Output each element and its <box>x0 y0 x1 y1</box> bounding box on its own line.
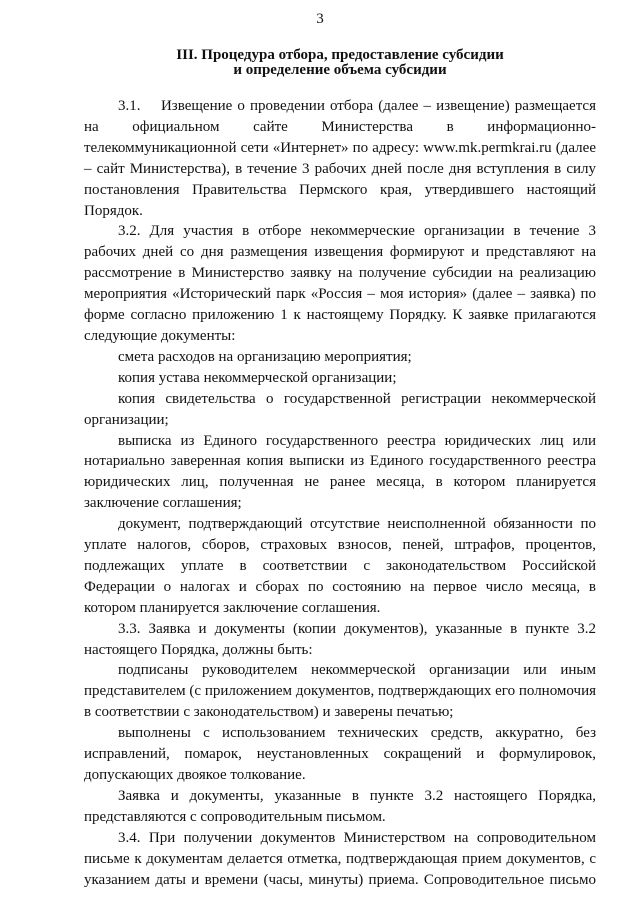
paragraph-3-4: 3.4. При получении документов Министерством на сопроводительном письме к документам делается отметка, подтверждающая прием документов, с указанием даты и времени (часы, минуты) приема. Сопроводительное письмо <box>84 829 596 888</box>
section-title-line-1: III. Процедура отбора, предоставление субсидии <box>176 47 504 63</box>
list-item-register-extract: выписка из Единого государственного реестра юридических лиц или нотариально заверенная копия выписки из Единого государственного реестра юридических лиц, полученная не ранее месяца, в котором планируется заключение соглашения; <box>84 432 596 512</box>
list-item-tax-certificate: документ, подтверждающий отсутствие неисполненной обязанности по уплате налогов, сборов, страховых взносов, пеней, штрафов, процентов, подлежащих уплате в соответствии с законодательством Российской Федерации о налогах и сборах по состоянию на первое число месяца, в котором планируется заключение соглашения. <box>84 516 596 616</box>
paragraph-3-3: 3.3. Заявка и документы (копии документов), указанные в пункте 3.2 настоящего Порядка, должны быть: <box>84 620 596 658</box>
section-title-line-2: и определение объема субсидии <box>233 62 447 78</box>
paragraph-cover-letter: Заявка и документы, указанные в пункте 3.2 настоящего Порядка, представляются с сопроводительным письмом. <box>84 787 596 825</box>
list-item-registration-certificate: копия свидетельства о государственной регистрации некоммерческой организации; <box>84 390 596 428</box>
requirement-signed: подписаны руководителем некоммерческой организации или иным представителем (с приложением документов, подтверждающих его полномочия в соответствии с законодательством) и заверены печатью; <box>84 662 596 721</box>
paragraph-3-1: 3.1. Извещение о проведении отбора (далее – извещение) размещается на официальном сайте Министерства в информационно-телекоммуникационной сети «Интернет» по адресу: www.mk.permkrai.ru (далее – сайт Министерства), в течение 3 рабочих дней после дня вступления в силу постановления Правительства Пермского края, утвердившего настоящий Порядок. <box>84 98 596 219</box>
list-item-estimate: смета расходов на организацию мероприятия; <box>118 348 412 365</box>
requirement-technical-means: выполнены с использованием технических средств, аккуратно, без исправлений, помарок, неустановленных сокращений и формулировок, допускающих двоякое толкование. <box>84 725 596 783</box>
list-item-charter-copy: копия устава некоммерческой организации; <box>118 369 397 386</box>
document-body <box>84 96 596 890</box>
page-number: 3 <box>316 11 324 27</box>
section-heading <box>84 48 596 78</box>
paragraph-3-2: 3.2. Для участия в отборе некоммерческие организации в течение 3 рабочих дней со дня размещения извещения формируют и представляют на рассмотрение в Министерство заявку на получение субсидии на реализацию мероприятия «Исторический парк «Россия – моя история» (далее – заявка) по форме согласно приложению 1 к настоящему Порядку. К заявке прилагаются следующие документы: <box>84 223 596 344</box>
